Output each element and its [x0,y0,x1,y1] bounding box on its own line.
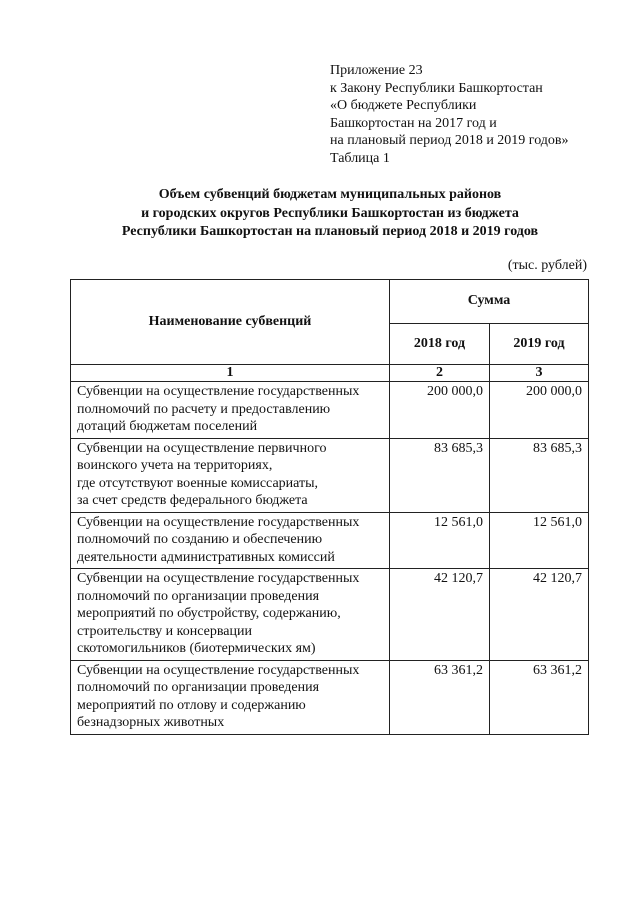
value-2019: 63 361,2 [490,660,589,734]
subvention-name-line: Субвенции на осуществление государственных [77,662,360,678]
value-2019: 42 120,7 [490,569,589,661]
appendix-line: Приложение 23 [330,63,423,78]
subvention-name-line: Субвенции на осуществление государственных [77,571,360,586]
value-2019: 200 000,0 [490,382,589,439]
table-row [71,382,589,439]
subventions-table [70,279,589,735]
table-numbering-row [71,365,589,382]
units-label: (тыс. рублей) [507,258,587,273]
subvention-name-line: полномочий по организации проведения [77,588,320,604]
value-2019: 83 685,3 [490,438,589,512]
document-title [60,186,600,242]
title-line: и городских округов Республики Башкортостан из бюджета [141,205,519,221]
subvention-name-line: мероприятий по отлову и содержанию [77,697,306,713]
subvention-name [71,382,390,439]
subvention-name-line: где отсутствуют военные комиссариаты, [77,475,319,491]
title-line: Республики Башкортостан на плановый период 2018 и 2019 годов [121,224,539,239]
subvention-name [71,438,390,512]
table-row [71,660,589,734]
subvention-name-line: Субвенции на осуществление государственных [77,384,360,399]
subvention-name-line: дотаций бюджетам поселений [77,419,258,434]
column-number: 3 [490,365,589,382]
appendix-line: к Закону Республики Башкортостан [330,80,543,96]
subvention-name-line: за счет средств федерального бюджета [77,493,308,508]
subvention-name-line: безнадзорных животных [77,715,225,730]
header-sum: Сумма [390,280,589,324]
subvention-name-line: полномочий по расчету и предоставлению [77,401,331,417]
subvention-name-line: деятельности административных комиссий [77,549,335,565]
header-name: Наименование субвенций [71,280,390,365]
table-number-label: Таблица 1 [330,150,390,166]
subvention-name-line: полномочий по организации проведения [77,680,320,695]
subvention-name-line: мероприятий по обустройству, содержанию, [77,606,341,621]
value-2018: 200 000,0 [390,382,490,439]
table-row [71,438,589,512]
header-year-2018: 2018 год [390,323,490,364]
subvention-name-line: скотомогильников (биотермических ям) [77,641,316,656]
value-2018: 12 561,0 [390,512,490,569]
subvention-name-line: строительству и консервации [77,623,252,639]
value-2019: 12 561,0 [490,512,589,569]
title-line: Объем субвенций бюджетам муниципальных районов [158,187,502,202]
column-number: 1 [71,365,390,382]
subvention-name [71,512,390,569]
value-2018: 83 685,3 [390,438,490,512]
appendix-line: на плановый период 2018 и 2019 годов» [330,133,569,148]
value-2018: 63 361,2 [390,660,490,734]
subvention-name [71,569,390,661]
appendix-line: «О бюджете Республики [330,98,477,113]
value-2018: 42 120,7 [390,569,490,661]
subvention-name-line: полномочий по созданию и обеспечению [77,532,323,547]
column-number: 2 [390,365,490,382]
subvention-name-line: Субвенции на осуществление первичного [77,440,327,456]
subvention-name-line: воинского учета на территориях, [77,458,273,473]
appendix-line: Башкортостан на 2017 год и [330,115,497,131]
appendix-block [330,62,569,167]
subvention-name [71,660,390,734]
table-row [71,569,589,661]
table-header-row [71,280,589,324]
subvention-name-line: Субвенции на осуществление государственных [77,514,360,530]
table-row [71,512,589,569]
header-year-2019: 2019 год [490,323,589,364]
